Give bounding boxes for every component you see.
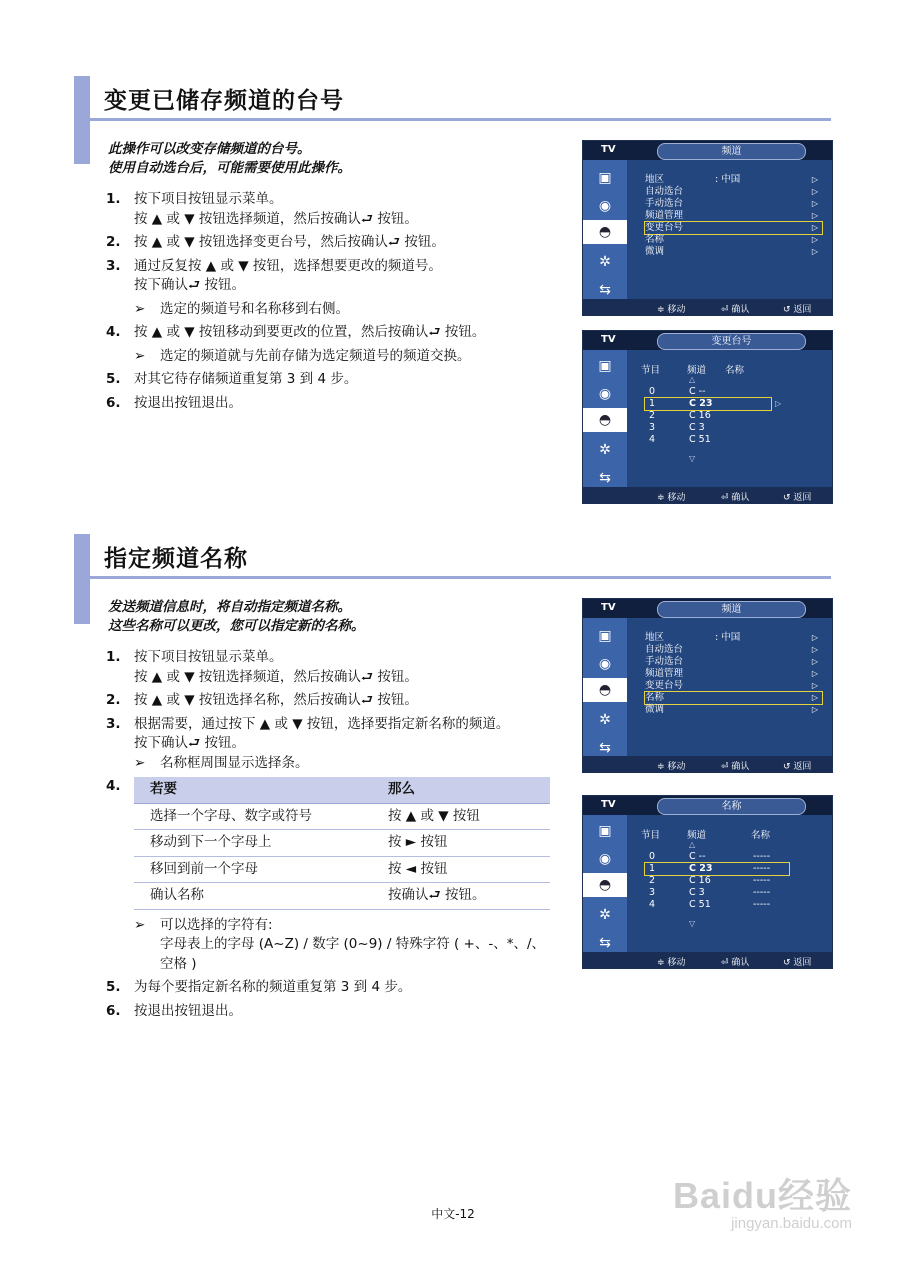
setup-icon[interactable]: ✲ <box>599 254 611 270</box>
chevron-right-icon: ▷ <box>811 187 818 196</box>
osd-menu-item[interactable]: 手动选台 ▷ <box>645 656 818 667</box>
channel-icon[interactable]: ◓ <box>583 873 627 897</box>
sound-icon[interactable]: ◉ <box>598 198 612 214</box>
chevron-right-icon: ▷ <box>811 705 818 714</box>
table-row: 移回到前一个字母 按 ◄ 按钮 <box>134 856 550 883</box>
sound-icon[interactable]: ◉ <box>598 386 612 402</box>
step: 1. 按下项目按钮显示菜单。 按 ▲ 或 ▼ 按钮选择频道，然后按确认⮐ 按钮。 <box>106 191 418 227</box>
osd-help-bar: ≑ 移动 ⏎ 确认 ↺ 返回 <box>583 756 832 772</box>
section-title: 变更已储存频道的台号 <box>104 88 344 114</box>
osd-sidebar <box>583 618 627 756</box>
chevron-right-icon: ▷ <box>811 669 818 678</box>
section-intro: 此操作可以改变存储频道的台号。 使用自动选台后，可能需要使用此操作。 <box>108 141 351 176</box>
input-icon[interactable]: ⇆ <box>599 935 611 951</box>
osd-menu-item[interactable]: 名称 ▷ <box>645 234 818 245</box>
osd-menu-item[interactable]: 自动选台 ▷ <box>645 644 818 655</box>
step-note: ➢ 选定的频道就与先前存储为选定频道号的频道交换。 <box>134 347 566 367</box>
input-icon[interactable]: ⇆ <box>599 470 611 486</box>
step: 3. 通过反复按 ▲ 或 ▼ 按钮，选择想要更改的频道号。 按下确认⮐ 按钮。 ➢ 选定的频道号和名称移到右侧。 <box>106 257 566 320</box>
chevron-right-icon: ▷ <box>811 247 818 256</box>
page-number: 中文-12 <box>431 1207 475 1221</box>
osd-menu-item[interactable]: 频道管理 ▷ <box>645 210 818 221</box>
osd-help-bar: ≑ 移动 ⏎ 确认 ↺ 返回 <box>583 952 832 968</box>
step: 5. 为每个要指定新名称的频道重复第 3 到 4 步。 <box>106 979 412 995</box>
chevron-right-icon: ▷ <box>811 223 818 232</box>
step: 2. 按 ▲ 或 ▼ 按钮选择变更台号，然后按确认⮐ 按钮。 <box>106 234 445 250</box>
chevron-right-icon: ▷ <box>811 175 818 184</box>
step: 2. 按 ▲ 或 ▼ 按钮选择名称，然后按确认⮐ 按钮。 <box>106 692 418 708</box>
picture-icon[interactable]: ▣ <box>598 358 612 374</box>
osd-sidebar <box>583 160 627 299</box>
channel-icon[interactable]: ◓ <box>583 408 627 432</box>
osd-menu-item[interactable]: 变更台号 ▷ <box>645 680 818 691</box>
step: 4. 若要 那么 选择一个字母、数字或符号 按 ▲ 或 ▼ 按钮 移动到下一个字母上 按 ► 按钮 移回到前一个字母 按 ◄ 按钮 确认名称 按确认⮐ 按钮。 ➢ 可以选择的字符有: 字母表上的字母 (A~Z) / 数字 (0~9) / 特殊字符 ( +、-、*、/、 空格 ) <box>106 777 566 974</box>
chevron-right-icon: ▷ <box>811 693 818 702</box>
sound-icon[interactable]: ◉ <box>598 656 612 672</box>
step-note: ➢ 可以选择的字符有: 字母表上的字母 (A~Z) / 数字 (0~9) / 特殊字符 ( +、-、*、/、 空格 ) <box>134 916 546 972</box>
step-note: ➢ 选定的频道号和名称移到右侧。 <box>134 300 566 320</box>
key-table: 若要 那么 选择一个字母、数字或符号 按 ▲ 或 ▼ 按钮 移动到下一个字母上 按 ► 按钮 移回到前一个字母 按 ◄ 按钮 确认名称 按确认⮐ 按钮。 <box>134 777 550 910</box>
osd-change-number: TV 变更台号 ▣ ◉ ◓ ✲ ⇆ 节目 频道 名称 △ 0 C -- 1 C 23 ▷ 2 C 16 3 C 3 4 C 51 ▽ ≑ 移动 ⏎ 确认 ↺ 返回 <box>582 330 833 504</box>
osd-menu-item-selected[interactable]: 变更台号 ▷ <box>645 222 822 234</box>
chevron-right-icon: ▷ <box>775 399 782 408</box>
osd-channel-menu: TV 频道 ▣ ◉ ◓ ✲ ⇆ 地区 : 中国 ▷ 自动选台 ▷ 手动选台 ▷ 频道管理 ▷ 变更台号 ▷ 名称 ▷ 微调 ▷ ≑ 移动 ⏎ 确认 ↺ 返回 <box>582 140 833 316</box>
setup-icon[interactable]: ✲ <box>599 907 611 923</box>
steps-list-2 <box>106 648 566 1021</box>
watermark: Baidu经验 jingyan.baidu.com <box>672 1175 852 1232</box>
arrow-icon: ➢ <box>134 347 146 364</box>
arrow-icon: ➢ <box>134 754 146 771</box>
osd-sidebar <box>583 350 627 487</box>
step: 5. 对其它待存储频道重复第 3 到 4 步。 <box>106 371 358 387</box>
osd-channel-menu-name: TV 频道 ▣ ◉ ◓ ✲ ⇆ 地区 : 中国 ▷ 自动选台 ▷ 手动选台 ▷ 频道管理 ▷ 变更台号 ▷ 名称 ▷ 微调 ▷ ≑ 移动 ⏎ 确认 ↺ 返回 <box>582 598 833 773</box>
up-arrow-icon: △ <box>689 840 696 849</box>
osd-name: TV 名称 ▣ ◉ ◓ ✲ ⇆ 节目 频道 名称 △ 0 C -- ----- 1 C 23 ----- 2 C 16 ----- 3 C 3 ----- 4 C 51 ----- ▽ ≑ 移动 ⏎ 确认 ↺ 返回 <box>582 795 833 969</box>
sound-icon[interactable]: ◉ <box>598 851 612 867</box>
osd-menu-item[interactable]: 手动选台 ▷ <box>645 198 818 209</box>
osd-menu-item[interactable]: 微调 ▷ <box>645 246 818 257</box>
section-accent-bar <box>74 534 90 624</box>
osd-title: 名称 <box>657 798 806 815</box>
section-divider <box>74 118 831 121</box>
chevron-right-icon: ▷ <box>811 211 818 220</box>
osd-menu-item[interactable]: 地区 : 中国 ▷ <box>645 632 818 643</box>
arrow-icon: ➢ <box>134 916 146 933</box>
setup-icon[interactable]: ✲ <box>599 712 611 728</box>
osd-help-bar: ≑ 移动 ⏎ 确认 ↺ 返回 <box>583 299 832 315</box>
osd-menu-item-selected[interactable]: 名称 ▷ <box>645 692 822 704</box>
picture-icon[interactable]: ▣ <box>598 170 612 186</box>
picture-icon[interactable]: ▣ <box>598 628 612 644</box>
table-row: 确认名称 按确认⮐ 按钮。 <box>134 883 550 910</box>
chevron-right-icon: ▷ <box>811 681 818 690</box>
picture-icon[interactable]: ▣ <box>598 823 612 839</box>
up-arrow-icon: △ <box>689 375 696 384</box>
section-title: 指定频道名称 <box>104 546 248 572</box>
chevron-right-icon: ▷ <box>811 657 818 666</box>
chevron-right-icon: ▷ <box>811 645 818 654</box>
step: 6. 按退出按钮退出。 <box>106 1002 242 1019</box>
table-row: 选择一个字母、数字或符号 按 ▲ 或 ▼ 按钮 <box>134 803 550 830</box>
osd-menu-item[interactable]: 地区 : 中国 ▷ <box>645 174 818 185</box>
down-arrow-icon: ▽ <box>689 919 696 928</box>
step: 4. 按 ▲ 或 ▼ 按钮移动到要更改的位置，然后按确认⮐ 按钮。 ➢ 选定的频道就与先前存储为选定频道号的频道交换。 <box>106 323 566 366</box>
osd-menu-item[interactable]: 频道管理 ▷ <box>645 668 818 679</box>
osd-help-bar: ≑ 移动 ⏎ 确认 ↺ 返回 <box>583 487 832 503</box>
step: 6. 按退出按钮退出。 <box>106 394 242 411</box>
table-row: 移动到下一个字母上 按 ► 按钮 <box>134 830 550 857</box>
osd-sidebar <box>583 815 627 952</box>
chevron-right-icon: ▷ <box>811 633 818 642</box>
input-icon[interactable]: ⇆ <box>599 740 611 756</box>
chevron-right-icon: ▷ <box>811 199 818 208</box>
setup-icon[interactable]: ✲ <box>599 442 611 458</box>
step: 1. 按下项目按钮显示菜单。 按 ▲ 或 ▼ 按钮选择频道，然后按确认⮐ 按钮。 <box>106 649 418 685</box>
channel-icon[interactable]: ◓ <box>583 220 627 244</box>
osd-menu-item[interactable]: 微调 ▷ <box>645 704 818 715</box>
input-icon[interactable]: ⇆ <box>599 282 611 298</box>
step: 3. 根据需要，通过按下 ▲ 或 ▼ 按钮，选择要指定新名称的频道。 按下确认⮐ 按钮。 ➢ 名称框周围显示选择条。 <box>106 715 566 774</box>
channel-icon[interactable]: ◓ <box>583 678 627 702</box>
section-intro: 发送频道信息时，将自动指定频道名称。 这些名称可以更改，您可以指定新的名称。 <box>108 599 365 634</box>
osd-title: 频道 <box>657 143 806 160</box>
section-divider <box>74 576 831 579</box>
arrow-icon: ➢ <box>134 300 146 317</box>
osd-title: 变更台号 <box>657 333 806 350</box>
osd-menu-item[interactable]: 自动选台 ▷ <box>645 186 818 197</box>
osd-title: 频道 <box>657 601 806 618</box>
chevron-right-icon: ▷ <box>811 235 818 244</box>
step-note: ➢ 名称框周围显示选择条。 <box>134 754 566 774</box>
down-arrow-icon: ▽ <box>689 454 696 463</box>
steps-list-1 <box>106 190 566 413</box>
